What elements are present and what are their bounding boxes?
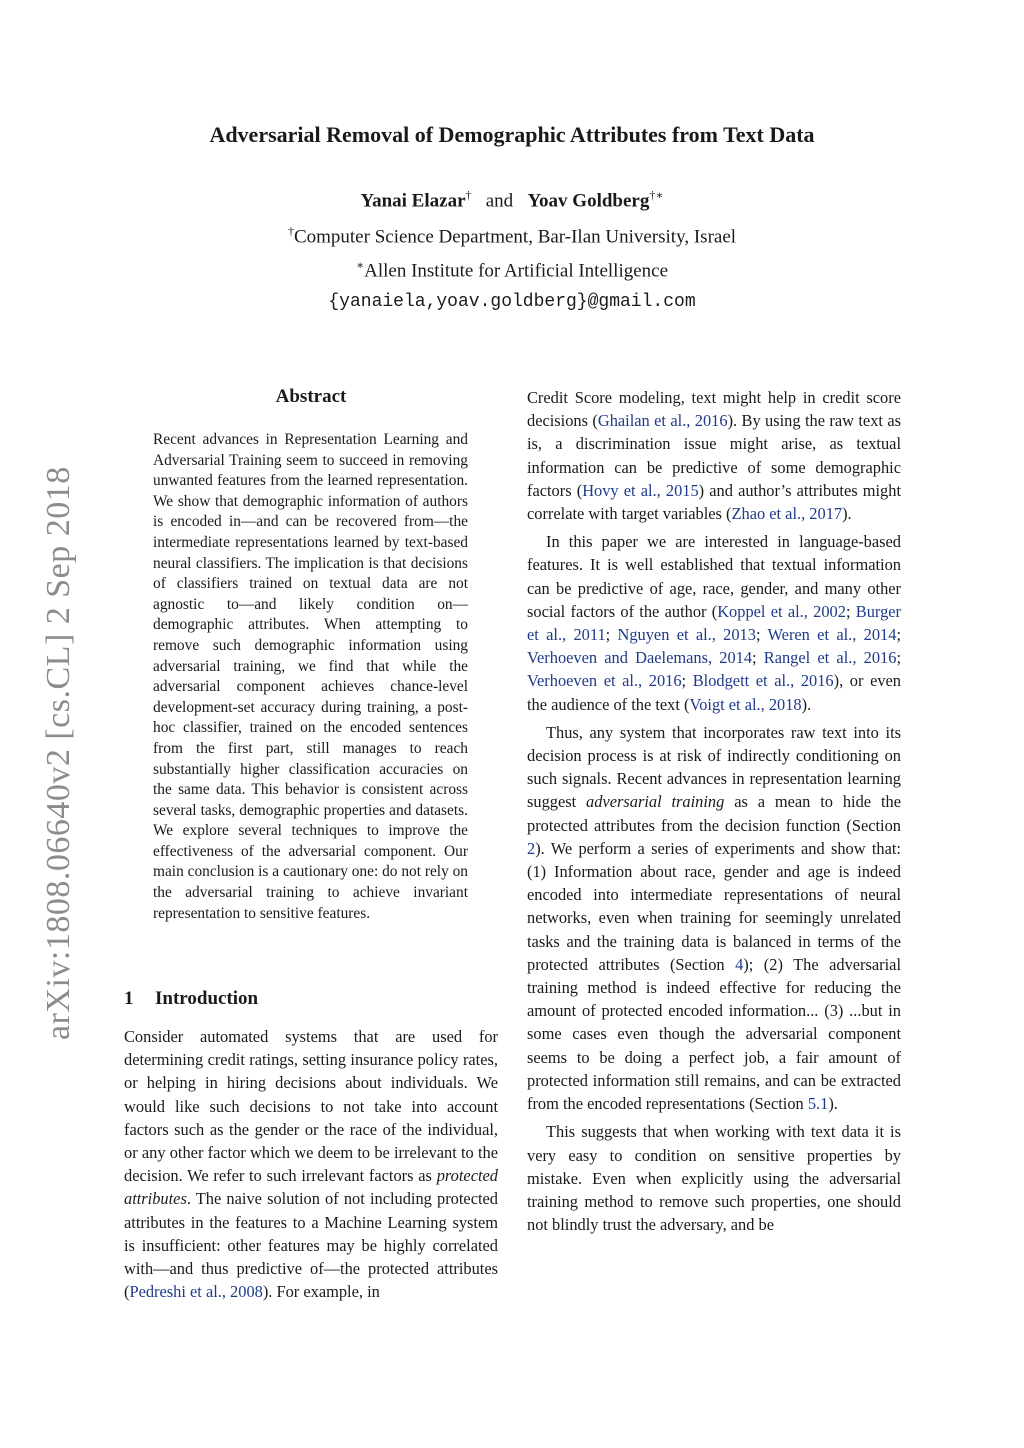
arxiv-identifier: arXiv:1808.06640v2 [cs.CL] 2 Sep 2018 — [40, 466, 77, 1040]
emphasis: adversarial training — [586, 792, 725, 812]
citation-link[interactable]: Nguyen et al., 2013 — [617, 625, 756, 645]
citation-link[interactable]: Weren et al., 2014 — [767, 625, 897, 645]
author-name: Yoav Goldberg — [527, 190, 650, 212]
paper-title: Adversarial Removal of Demographic Attributes from Text Data — [209, 122, 815, 147]
citation-link[interactable]: Koppel et al., 2002 — [717, 601, 846, 621]
section-reference-link[interactable]: 4 — [735, 954, 744, 974]
section-title: Introduction — [155, 988, 259, 1009]
emphasis: protected attributes — [124, 1166, 498, 1209]
affiliation-text: Computer Science Department, Bar-Ilan University, Israel — [293, 226, 737, 248]
author-line — [0, 188, 1024, 212]
section-reference-link[interactable]: 2 — [527, 838, 536, 858]
right-column-body — [527, 386, 901, 1236]
paragraph: Credit Score modeling, text might help in credit score decisions (Ghailan et al., 2016). By using the raw text as is, a discrimination issue might arise, as textual information can be predictive of some demographic factors (Hovy et al., 2015) and author’s attributes might correlate with target variables (Zhao et al., 2017). — [527, 388, 901, 524]
section-reference-link[interactable]: 5.1 — [807, 1094, 829, 1114]
citation-link[interactable]: Verhoeven et al., 2016 — [527, 671, 682, 691]
affiliation-text: Allen Institute for Artificial Intelligence — [364, 260, 669, 282]
author-conjunction: and — [485, 190, 514, 212]
citation-link[interactable]: Rangel et al., 2016 — [763, 648, 897, 668]
left-column-body — [124, 1025, 498, 1303]
author-email: {yanaiela,yoav.goldberg}@gmail.com — [328, 292, 696, 312]
author-name: Yanai Elazar — [360, 190, 466, 212]
citation-link[interactable]: Burger et al., 2011 — [527, 601, 901, 645]
citation-link[interactable]: Verhoeven and Daelemans, 2014 — [527, 648, 753, 668]
section-heading — [124, 988, 258, 1010]
paragraph: This suggests that when working with text data it is very easy to condition on sensitive properties by mistake. Even when explicitly using the adversarial training method to remove such properties, one should not blindly trust the adversary, and be — [527, 1122, 901, 1235]
affiliation-mark: † — [465, 188, 472, 202]
abstract-heading: Abstract — [275, 386, 347, 407]
paragraph: In this paper we are interested in language-based features. It is well established that textual information can be predictive of age, race, gender, and many other social factors of the author (Koppel et al., 2002; Burger et al., 2011; Nguyen et al., 2013; Weren et al., 2014; Verhoeven and Daelemans, 2014; Rangel et al., 2016; Verhoeven et al., 2016; Blodgett et al., 2016), or even the audience of the text (Voigt et al., 2018). — [527, 532, 902, 714]
paragraph: Thus, any system that incorporates raw text into its decision process is at risk of indirectly conditioning on such signals. Recent advances in representation learning suggest adversarial training as a mean to hide the protected attributes from the decision function (Section 2). We perform a series of experiments and show that: (1) Information about race, gender and age is indeed encoded into intermediate representations of neural networks, even when training for seemingly unrelated tasks and the training data is balanced in terms of the protected attributes (Section 4); (2) The adversarial training method is indeed effective for reducing the amount of protected encoded information... (3) ...but in some cases even though the adversarial component seems to be doing a perfect job, a fair amount of protected information still remains, and can be extracted from the encoded representations (Section 5.1). — [527, 722, 901, 1114]
citation-link[interactable]: Blodgett et al., 2016 — [692, 671, 834, 691]
affiliation-1 — [0, 224, 1024, 248]
affiliation-2 — [0, 258, 1024, 282]
citation-link[interactable]: Zhao et al., 2017 — [731, 504, 843, 524]
citation-link[interactable]: Hovy et al., 2015 — [582, 480, 699, 500]
abstract-text: Recent advances in Representation Learning and Adversarial Training seem to succeed in removing unwanted features from the learned representation. We show that demographic information of authors is encoded in—and can be recovered from—the intermediate representations learned by text-based neural classifiers. The implication is that decisions of classifiers trained on textual data are not agnostic to—and likely condition on—demographic attributes. When attempting to remove such demographic information using adversarial training, we find that while the adversarial component achieves chance-level development-set accuracy during training, a post-hoc classifier, trained on the encoded sentences from the first part, still manages to reach substantially higher classification accuracies on the same data. This behavior is consistent across several tasks, demographic properties and datasets. We explore several techniques to improve the effectiveness of the adversarial component. Our main conclusion is a cautionary one: do not rely on the adversarial training to achieve invariant representation to sensitive features. — [153, 431, 469, 922]
paragraph: Consider automated systems that are used for determining credit ratings, setting insurance policy rates, or helping in hiring decisions about individuals. We would like such decisions to not take into account factors such as the gender or the race of the individual, or any other factor which we deem to be irrelevant to the decision. We refer to such irrelevant factors as protected attributes. The naive solution of not including protected attributes in the features to a Machine Learning system is insufficient: other features may be highly correlated with—and thus predictive of—the protected attributes (Pedreshi et al., 2008). For example, in — [124, 1027, 498, 1302]
affiliation-mark: † — [287, 224, 294, 238]
citation-link[interactable]: Ghailan et al., 2016 — [597, 411, 728, 431]
affiliation-mark: †∗ — [649, 188, 664, 202]
citation-link[interactable]: Voigt et al., 2018 — [689, 694, 802, 714]
affiliation-mark: ∗ — [355, 258, 365, 272]
citation-link[interactable]: Pedreshi et al., 2008 — [129, 1282, 263, 1302]
section-number: 1 — [124, 988, 134, 1009]
